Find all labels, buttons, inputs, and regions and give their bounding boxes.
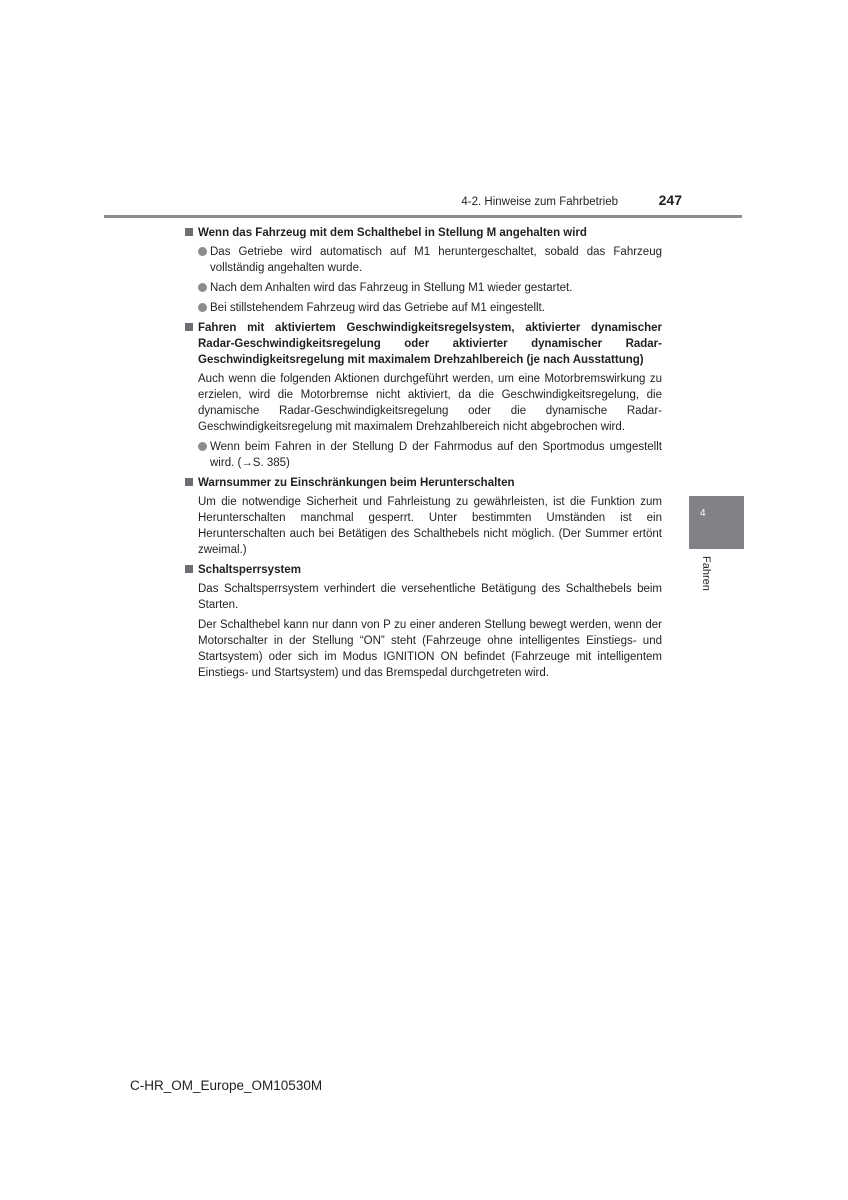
heading-text: Warnsummer zu Einschränkungen beim Herunterschalten [198, 477, 515, 489]
chapter-label: Fahren [700, 556, 712, 591]
chapter-number: 4 [700, 508, 706, 519]
round-bullet-icon [198, 303, 207, 312]
square-bullet-icon [185, 228, 193, 236]
section-title: 4-2. Hinweise zum Fahrbetrieb [461, 196, 618, 208]
round-bullet-icon [198, 442, 207, 451]
list-item-text: Nach dem Anhalten wird das Fahrzeug in Stellung M1 wieder gestartet. [210, 282, 573, 294]
list-item-text: Bei stillstehendem Fahrzeug wird das Getriebe auf M1 eingestellt. [210, 302, 545, 314]
list-item [185, 439, 662, 471]
section-stop-in-m [185, 225, 662, 316]
heading-text: Fahren mit aktiviertem Geschwindigkeitsregelsystem, aktivierter dynamischer Radar-Geschwindigkeitsregelung oder aktivierter dynamischer Radar-Geschwindigkeitsregelung mit maximalem Drehzahlbereich (je nach Ausstattung) [198, 322, 662, 366]
chapter-tab [689, 496, 744, 549]
section-shift-lock [185, 562, 662, 681]
section-heading [185, 320, 662, 368]
round-bullet-icon [198, 247, 207, 256]
list-item [185, 300, 662, 316]
round-bullet-icon [198, 283, 207, 292]
document-id: C-HR_OM_Europe_OM10530M [130, 1078, 323, 1093]
list-item-text: Wenn beim Fahren in der Stellung D der Fahrmodus auf den Sportmodus umgestellt wird. (→S. 385) [210, 441, 662, 469]
list-item [185, 280, 662, 296]
section-downshift-buzzer [185, 475, 662, 558]
paragraph: Um die notwendige Sicherheit und Fahrleistung zu gewährleisten, ist die Funktion zum Herunterschalten manchmal gesperrt. Unter bestimmten Umständen ist ein Herunterschalten auch bei Betätigen des Schalthebels nicht möglich. (Der Summer ertönt zweimal.) [198, 496, 662, 556]
page-number: 247 [658, 192, 682, 208]
heading-text: Wenn das Fahrzeug mit dem Schalthebel in Stellung M angehalten wird [198, 227, 587, 239]
square-bullet-icon [185, 323, 193, 331]
list-item-text: Das Getriebe wird automatisch auf M1 heruntergeschaltet, sobald das Fahrzeug vollständig angehalten wurde. [210, 246, 662, 274]
header-rule [104, 215, 742, 218]
square-bullet-icon [185, 565, 193, 573]
square-bullet-icon [185, 478, 193, 486]
paragraph: Auch wenn die folgenden Aktionen durchgeführt werden, um eine Motorbremswirkung zu erzielen, wird die Motorbremse nicht aktiviert, da die Geschwindigkeitsregelung, die dynamische Radar-Geschwindigkeitsregelung oder die dynamische Radar-Geschwindigkeitsregelung mit maximalem Drehzahlbereich nicht abgebrochen wird. [198, 373, 662, 433]
page-header [104, 192, 742, 214]
paragraph: Der Schalthebel kann nur dann von P zu einer anderen Stellung bewegt werden, wenn der Motorschalter in der Stellung “ON” steht (Fahrzeuge ohne intelligentes Einstiegs- und Startsystem) oder sich im Modus IGNITION ON befindet (Fahrzeuge mit intelligentem Einstiegs- und Startsystem) und das Bremspedal durchgetreten wird. [198, 619, 662, 679]
section-heading [185, 475, 662, 491]
list-item [185, 244, 662, 276]
main-content [185, 223, 662, 685]
section-cruise-control [185, 320, 662, 471]
paragraph: Das Schaltsperrsystem verhindert die versehentliche Betätigung des Schalthebels beim Starten. [198, 583, 662, 611]
section-heading [185, 562, 662, 578]
section-heading [185, 225, 662, 241]
heading-text: Schaltsperrsystem [198, 564, 301, 576]
